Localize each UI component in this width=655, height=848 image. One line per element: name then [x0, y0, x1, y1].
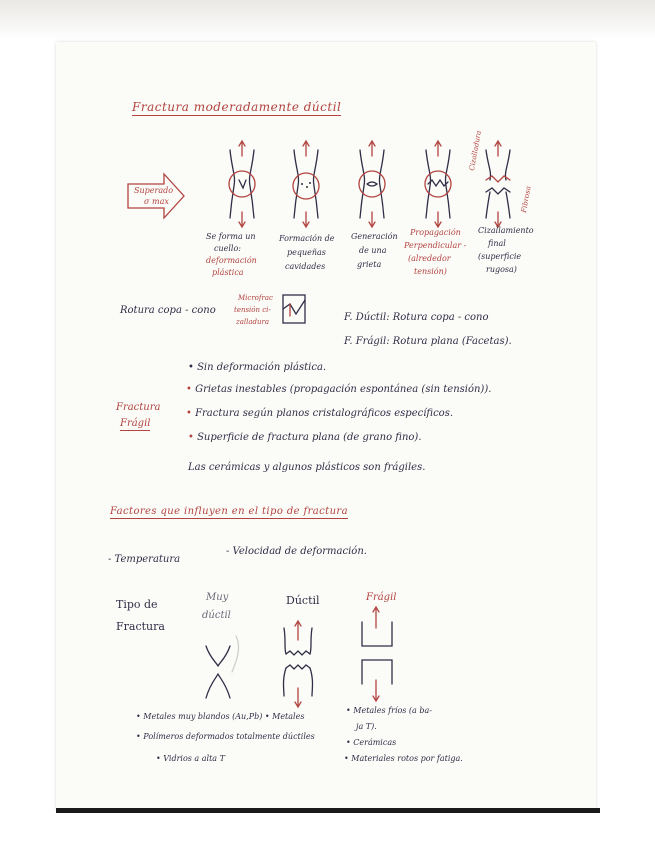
example-left-1: • Metales muy blandos (Au,Pb) • Metales — [136, 712, 305, 721]
caption-stage4-line4: tensión) — [414, 267, 447, 276]
caption-stage5-line3: (superficie — [478, 252, 522, 261]
stage-shear-drawing — [486, 141, 510, 227]
column-title-ductil: Dúctil — [286, 594, 320, 607]
example-right-4: • Materiales rotos por fatiga. — [344, 754, 463, 763]
cup-cone-sketch-icon — [282, 294, 308, 326]
ductil-definition: F. Dúctil: Rotura copa - cono — [344, 312, 489, 323]
example-right-3: • Cerámicas — [346, 738, 397, 747]
fragil-label-line1: Fractura — [116, 402, 161, 413]
tipo-label-line1: Tipo de — [116, 598, 158, 611]
fragil-note: Las cerámicas y algunos plásticos son frágiles. — [188, 462, 426, 473]
fragil-bullet-1: • Sin deformación plástica. — [188, 362, 327, 373]
stage-voids-drawing — [293, 141, 319, 227]
tipo-label-line2: Fractura — [116, 620, 165, 633]
ductile-drawing — [278, 620, 338, 710]
page-bottom-edge — [56, 808, 600, 813]
caption-stage4-line2: Perpendicular - — [404, 241, 467, 250]
example-right-1: • Metales fríos (a ba- — [346, 706, 432, 715]
caption-stage3-line2: de una — [359, 246, 387, 255]
mini-caption-line2: tensión ci- — [234, 306, 271, 314]
caption-stage2-line2: pequeñas — [287, 248, 326, 257]
example-left-2: • Polímeros deformados totalmente dúctiles — [136, 732, 315, 741]
stage-propagation-drawing — [425, 141, 451, 227]
example-right-2: ja T). — [356, 722, 377, 731]
section-title-factors: Factores que influyen en el tipo de fractura — [110, 506, 348, 517]
caption-stage2-line1: Formación de — [279, 234, 335, 243]
section-title-ductile: Fractura moderadamente dúctil — [132, 100, 342, 114]
fragil-bullet-3: • Fractura según planos cristalográficos específicos. — [186, 408, 454, 419]
caption-stage3-line1: Generación — [351, 232, 398, 241]
caption-stage1-sub1: deformación — [206, 256, 257, 265]
fragil-label-line2: Frágil — [120, 418, 151, 429]
column-title-muy-ductil: dúctil — [202, 610, 231, 621]
caption-stage2-line3: cavidades — [285, 262, 326, 271]
fragil-definition: F. Frágil: Rotura plana (Facetas). — [344, 336, 512, 347]
caption-stage5-line2: final — [488, 239, 506, 248]
very-ductile-drawing — [196, 628, 256, 708]
example-left-3: • Vidrios a alta T — [156, 754, 225, 763]
caption-stage1-line2: cuello: — [214, 244, 241, 253]
caption-stage3-line3: grieta — [357, 260, 382, 269]
fragil-bullet-2: • Grietas inestables (propagación espontánea (sin tensión)). — [186, 384, 492, 395]
factor-temperature: - Temperatura — [108, 554, 181, 565]
caption-stage4-line3: (alrededor — [408, 254, 451, 263]
brittle-drawing — [356, 606, 406, 706]
mini-caption-line1: Microfrac — [238, 294, 273, 302]
arrow-label-line1: Superado — [134, 186, 174, 195]
caption-stage1-sub2: plástica — [212, 268, 244, 277]
label-cizalladura: Cizalladura — [468, 129, 483, 172]
caption-stage4-line1: Propagación — [410, 228, 461, 237]
arrow-label-line2: σ max — [144, 197, 169, 206]
mini-caption-line3: zalladura — [236, 318, 270, 326]
caption-stage5-line4: rugosa) — [486, 265, 517, 274]
rotura-label: Rotura copa - cono — [120, 305, 216, 316]
stage-necking-drawing — [229, 141, 255, 227]
scan-background — [0, 0, 655, 40]
fragil-bullet-4: • Superficie de fractura plana (de grano fino). — [188, 432, 422, 443]
label-fibrosa: Fibrosa — [520, 185, 533, 214]
factor-strain-rate: - Velocidad de deformación. — [226, 546, 367, 557]
column-title-fragil: Frágil — [366, 592, 397, 603]
caption-stage1-line1: Se forma un — [206, 232, 256, 241]
caption-stage5-line1: Cizallamiento — [478, 226, 534, 235]
stage-crack-drawing — [359, 141, 385, 227]
column-title-muy: Muy — [206, 592, 229, 603]
